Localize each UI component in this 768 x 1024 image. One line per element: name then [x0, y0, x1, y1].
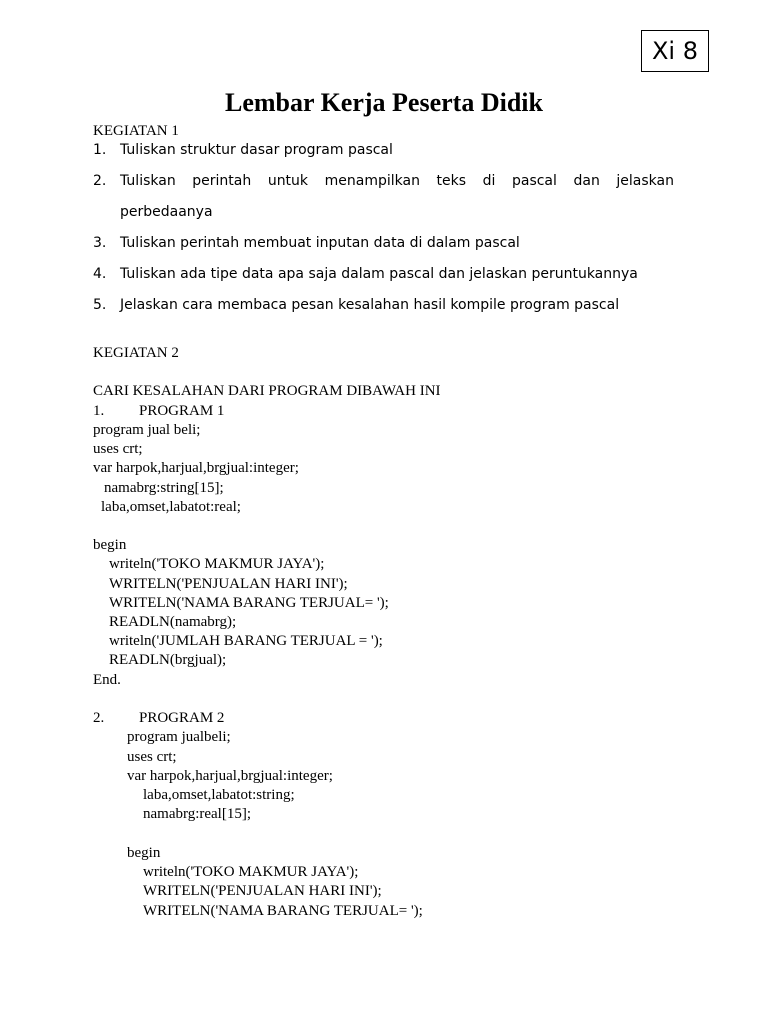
code-line: begin — [127, 845, 161, 861]
code-line: uses crt; — [127, 749, 177, 765]
kegiatan2-instruction: CARI KESALAHAN DARI PROGRAM DIBAWAH INI — [93, 383, 441, 399]
task-text: Tuliskan perintah membuat inputan data di dalam pascal — [120, 235, 520, 251]
code-line: program jualbeli; — [127, 729, 231, 745]
task-number: 3. — [93, 235, 107, 251]
task-number: 2. — [93, 173, 107, 189]
task-text: Jelaskan cara membaca pesan kesalahan hasil kompile program pascal — [120, 297, 620, 313]
class-label-box: Xi 8 — [641, 30, 709, 72]
code-line: WRITELN('NAMA BARANG TERJUAL= '); — [109, 595, 389, 611]
code-line: WRITELN('PENJUALAN HARI INI'); — [143, 883, 382, 899]
code-line: READLN(brgjual); — [109, 652, 227, 668]
task-text: Tuliskan ada tipe data apa saja dalam pascal dan jelaskan peruntukannya — [120, 266, 638, 282]
task-text: Tuliskan perintah untuk menampilkan teks di pascal dan jelaskan — [120, 173, 674, 189]
program-label: PROGRAM 1 — [139, 403, 225, 419]
program-label: PROGRAM 2 — [139, 710, 225, 726]
code-line: namabrg:string[15]; — [104, 480, 224, 496]
code-line: End. — [93, 672, 121, 688]
task-text-continuation: perbedaanya — [120, 204, 213, 220]
task-number: 1. — [93, 142, 107, 158]
program-number: 2. — [93, 710, 105, 726]
code-line: uses crt; — [93, 441, 143, 457]
code-line: READLN(namabrg); — [109, 614, 237, 630]
code-line: writeln('TOKO MAKMUR JAYA'); — [143, 864, 359, 880]
page-title: Lembar Kerja Peserta Didik — [225, 88, 543, 117]
code-line: program jual beli; — [93, 422, 201, 438]
kegiatan2-heading: KEGIATAN 2 — [93, 345, 179, 361]
task-number: 5. — [93, 297, 107, 313]
code-line: laba,omset,labatot:real; — [101, 499, 241, 515]
code-line: var harpok,harjual,brgjual:integer; — [93, 460, 299, 476]
code-line: namabrg:real[15]; — [143, 806, 252, 822]
code-line: WRITELN('PENJUALAN HARI INI'); — [109, 576, 348, 592]
program-number: 1. — [93, 403, 105, 419]
task-text: Tuliskan struktur dasar program pascal — [120, 142, 393, 158]
code-line: begin — [93, 537, 127, 553]
code-line: writeln('TOKO MAKMUR JAYA'); — [109, 556, 325, 572]
code-line: WRITELN('NAMA BARANG TERJUAL= '); — [143, 903, 423, 919]
task-number: 4. — [93, 266, 107, 282]
kegiatan1-heading: KEGIATAN 1 — [93, 123, 179, 139]
code-line: var harpok,harjual,brgjual:integer; — [127, 768, 333, 784]
code-line: writeln('JUMLAH BARANG TERJUAL = '); — [109, 633, 383, 649]
code-line: laba,omset,labatot:string; — [143, 787, 295, 803]
